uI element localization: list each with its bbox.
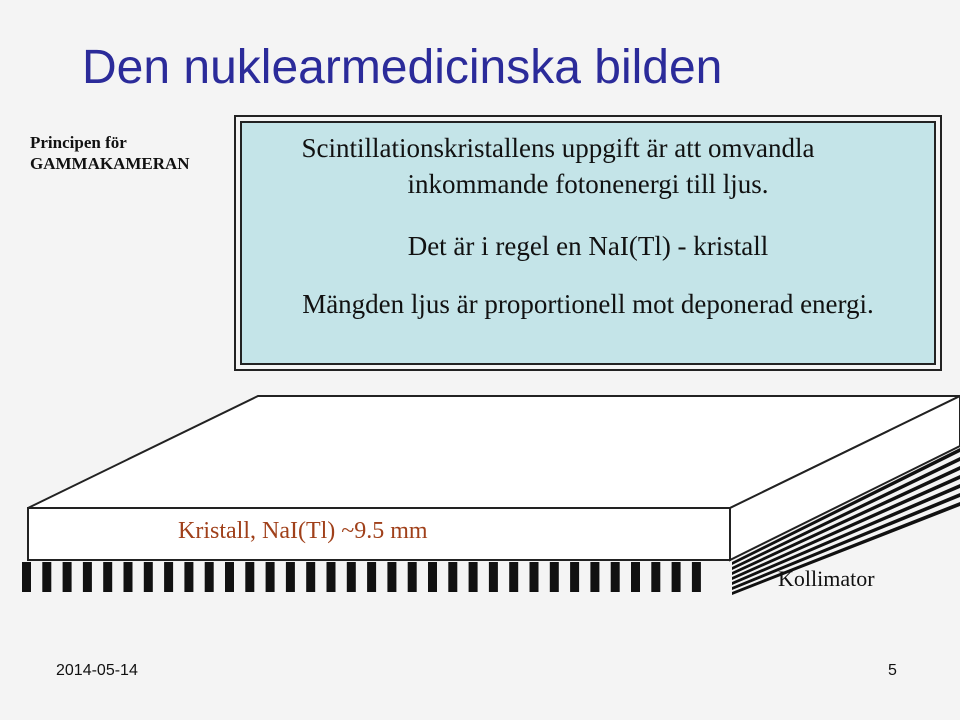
collimator-septum [327,562,336,592]
collimator-label: Kollimator [778,566,875,591]
collimator-septum [184,562,193,592]
collimator-septum [266,562,275,592]
collimator-septum [509,562,518,592]
collimator-septum [245,562,254,592]
collimator-front [22,562,701,592]
collimator-septum [306,562,315,592]
collimator-septum [469,562,478,592]
collimator-septum [22,562,31,592]
side-label-line-2: GAMMAKAMERAN [30,154,190,174]
collimator-septum [63,562,72,592]
collimator-septum [692,562,701,592]
collimator-septum [631,562,640,592]
collimator-septum [570,562,579,592]
side-label-line-1: Principen för [30,133,127,152]
collimator-septum [347,562,356,592]
collimator-septum [387,562,396,592]
slide-title: Den nuklearmedicinska bilden [82,41,723,94]
collimator-septum [164,562,173,592]
textbox-line-1: Scintillationskristallens uppgift är att omvandla [301,133,815,163]
collimator-septum [103,562,112,592]
collimator-septum [672,562,681,592]
collimator-septum [590,562,599,592]
collimator-septum [530,562,539,592]
collimator-septum [428,562,437,592]
collimator-septum [448,562,457,592]
textbox-line-3: Det är i regel en NaI(Tl) - kristall [407,231,769,261]
footer-page-number: 5 [888,662,897,679]
collimator-septum [489,562,498,592]
collimator-septum [124,562,133,592]
footer-date: 2014-05-14 [56,662,138,679]
collimator-septum [144,562,153,592]
collimator-septum [651,562,660,592]
collimator-septum [408,562,417,592]
collimator-septum [286,562,295,592]
collimator-septum [367,562,376,592]
collimator-septum [550,562,559,592]
collimator-septum [83,562,92,592]
textbox-line-2: inkommande fotonenergi till ljus. [407,169,769,199]
collimator-septum [205,562,214,592]
collimator-septum [42,562,51,592]
crystal-label: Kristall, NaI(Tl) ~9.5 mm [178,518,428,544]
collimator-septum [611,562,620,592]
textbox-line-4: Mängden ljus är proportionell mot deponerad energi. [302,289,874,319]
collimator-septum [225,562,234,592]
